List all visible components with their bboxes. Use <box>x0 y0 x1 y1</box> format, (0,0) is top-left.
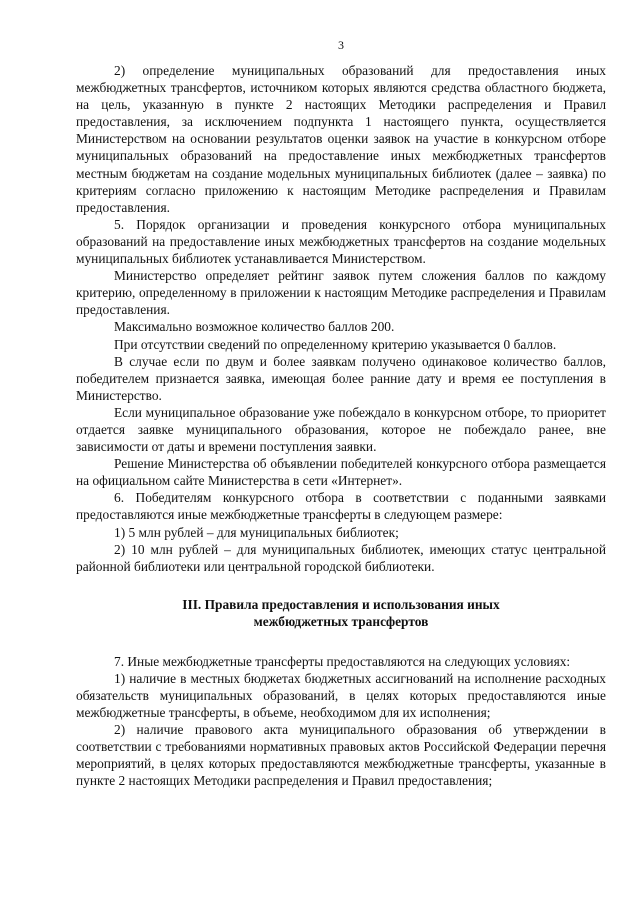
paragraph-condition-2: 2) наличие правового акта муниципального образования об утверждении в соответствии с требованиями нормативных правовых актов Российской Федерации перечня мероприятий, в целях которых предоставляются межбюджетные трансферты, указанные в пункте 2 настоящих Методики распределения и Правил предоставления; <box>76 722 606 789</box>
paragraph-amount-1: 1) 5 млн рублей – для муниципальных библиотек; <box>114 524 399 540</box>
paragraph-rating: Министерство определяет рейтинг заявок путем сложения баллов по каждому критерию, определенному в приложении к настоящим Методике распределения и Правилам предоставления. <box>76 268 606 318</box>
paragraph-zero-score: При отсутствии сведений по определенному критерию указывается 0 баллов. <box>114 336 557 352</box>
paragraph-subitem-2: 2) определение муниципальных образований для предоставления иных межбюджетных трансфертов, источником которых являются средства областного бюджета, на цель, указанную в пункте 2 настоящих Методики распределения и Правил предоставления, за исключением подпункта 1 настоящего пункта, осуществляется Министерством на основании результатов оценки заявок на участие в конкурсном отборе муниципальных образований на предоставление иных межбюджетных трансфертов местным бюджетам на создание модельных муниципальных библиотек (далее – заявка) по критериям согласно приложению к настоящим Методике распределения и Правилам предоставления. <box>76 63 606 215</box>
paragraph-item-5: 5. Порядок организации и проведения конкурсного отбора муниципальных образований на предоставление иных межбюджетных трансфертов на создание модельных муниципальных библиотек устанавливается Министерством. <box>76 216 606 267</box>
paragraph-priority: Если муниципальное образование уже побеждало в конкурсном отборе, то приоритет отдается заявке муниципального образования, которое не побеждало ранее, вне зависимости от даты и времени поступления заявки. <box>76 404 606 455</box>
paragraph-amount-2: 2) 10 млн рублей – для муниципальных библиотек, имеющих статус центральной районной библиотеки или центральной городской библиотеки. <box>76 541 606 574</box>
section-title-line-2: межбюджетных трансфертов <box>253 613 429 629</box>
section-title <box>76 596 606 630</box>
paragraph-item-7: 7. Иные межбюджетные трансферты предоставляются на следующих условиях: <box>114 653 571 669</box>
paragraph-item-6: 6. Победителям конкурсного отбора в соответствии с поданными заявками предоставляются иные межбюджетные трансферты в следующем размере: <box>76 490 606 523</box>
section-title-line-1: III. Правила предоставления и использования иных <box>182 596 500 612</box>
paragraph-max-score: Максимально возможное количество баллов 200. <box>114 319 395 335</box>
paragraph-tie-rule: В случае если по двум и более заявкам получено одинаковое количество баллов, победителем признается заявка, имеющая более ранние дату и время ее поступления в Министерство. <box>76 353 606 403</box>
paragraph-condition-1: 1) наличие в местных бюджетах бюджетных ассигнований на исполнение расходных обязательств муниципальных образований, в целях которых предоставляются иные межбюджетные трансферты, в объеме, необходимом для их исполнения; <box>76 670 606 721</box>
page-number: 3 <box>338 38 344 52</box>
paragraph-decision: Решение Министерства об объявлении победителей конкурсного отбора размещается на официальном сайте Министерства в сети «Интернет». <box>76 456 606 489</box>
